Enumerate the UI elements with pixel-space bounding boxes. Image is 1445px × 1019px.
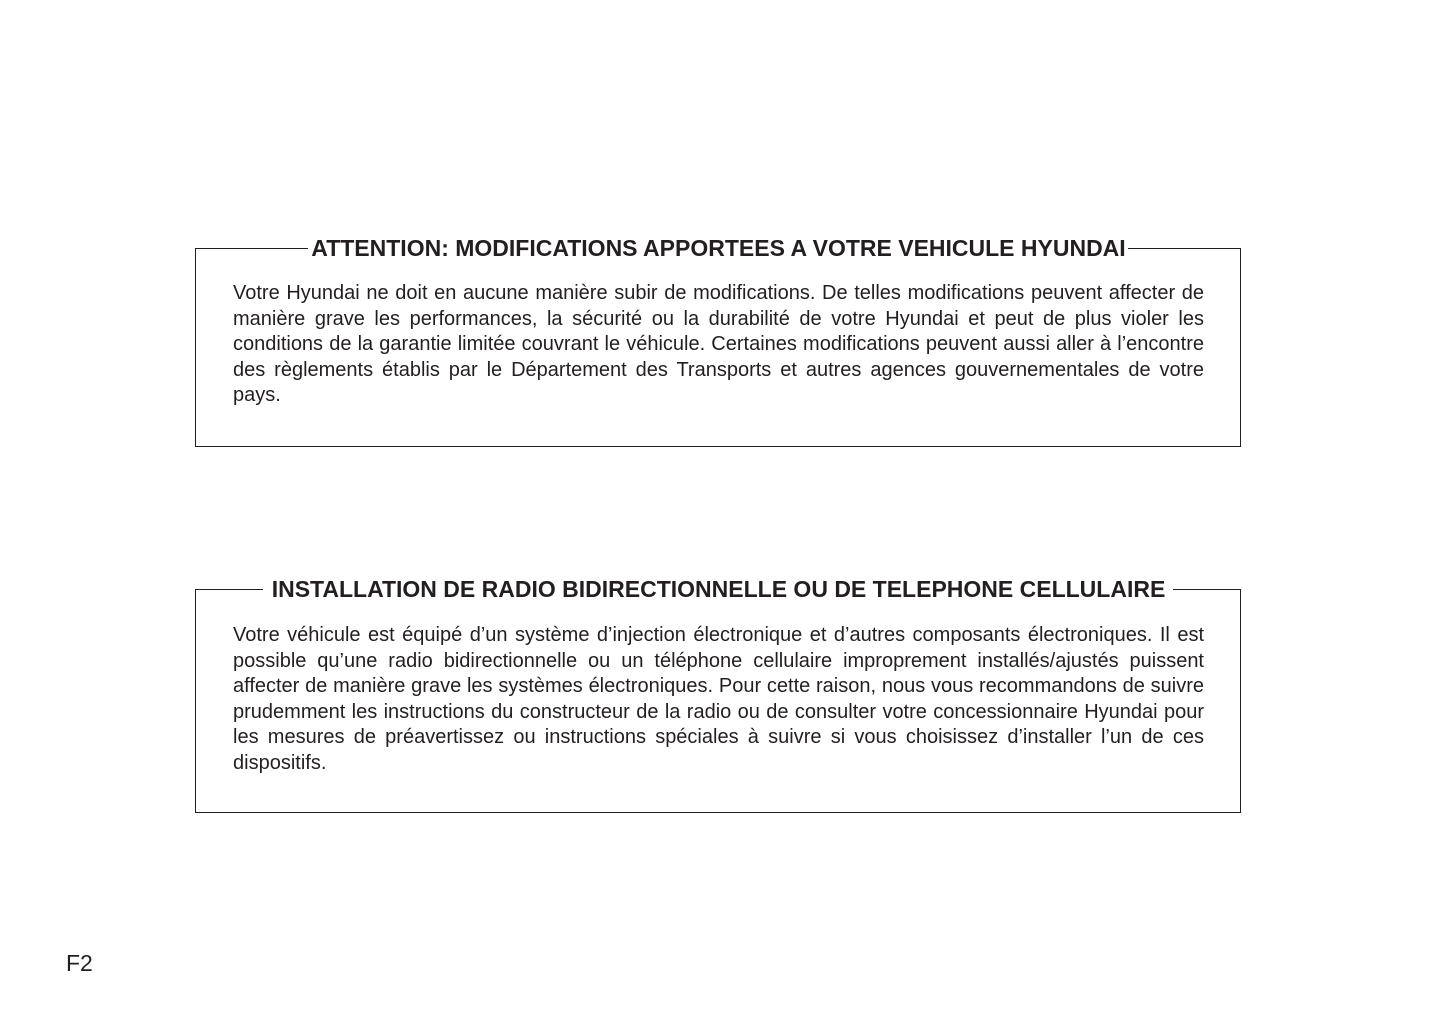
radio-installation-notice-body: Votre véhicule est équipé d’un système d’injection électronique et d’autres composants électroniques. Il est possible qu’une radio bidirectionnelle ou un téléphone cellulaire improprement installés/ajustés puissent affecter de manière grave les systèmes électroniques. Pour cette raison, nous vous recommandons de suivre prudemment les instructions du constructeur de la radio ou de consulter votre concessionnaire Hyundai pour les mesures de préavertissez ou instructions spéciales à suivre si vous choisissez d’installer l’un de ces dispositifs.: [233, 624, 1204, 774]
modifications-notice: [195, 235, 1241, 447]
page-number: F2: [66, 950, 93, 976]
notice-title-wrapper: [196, 575, 1240, 603]
notice-title-wrapper: [196, 234, 1240, 262]
modifications-notice-body: Votre Hyundai ne doit en aucune manière subir de modifications. De telles modifications peuvent affecter de manière grave les performances, la sécurité ou la durabilité de votre Hyundai et peut de plus violer les conditions de la garantie limitée couvrant le véhicule. Certaines modifications peuvent aussi aller à l’encontre des règlements établis par le Département des Transports et autres agences gouvernementales de votre pays.: [233, 282, 1204, 407]
radio-installation-notice: [195, 576, 1241, 813]
radio-installation-notice-title: INSTALLATION DE RADIO BIDIRECTIONNELLE OU DE TELEPHONE CELLULAIRE: [263, 575, 1174, 603]
modifications-notice-title: ATTENTION: MODIFICATIONS APPORTEES A VOTRE VEHICULE HYUNDAI: [308, 234, 1127, 262]
